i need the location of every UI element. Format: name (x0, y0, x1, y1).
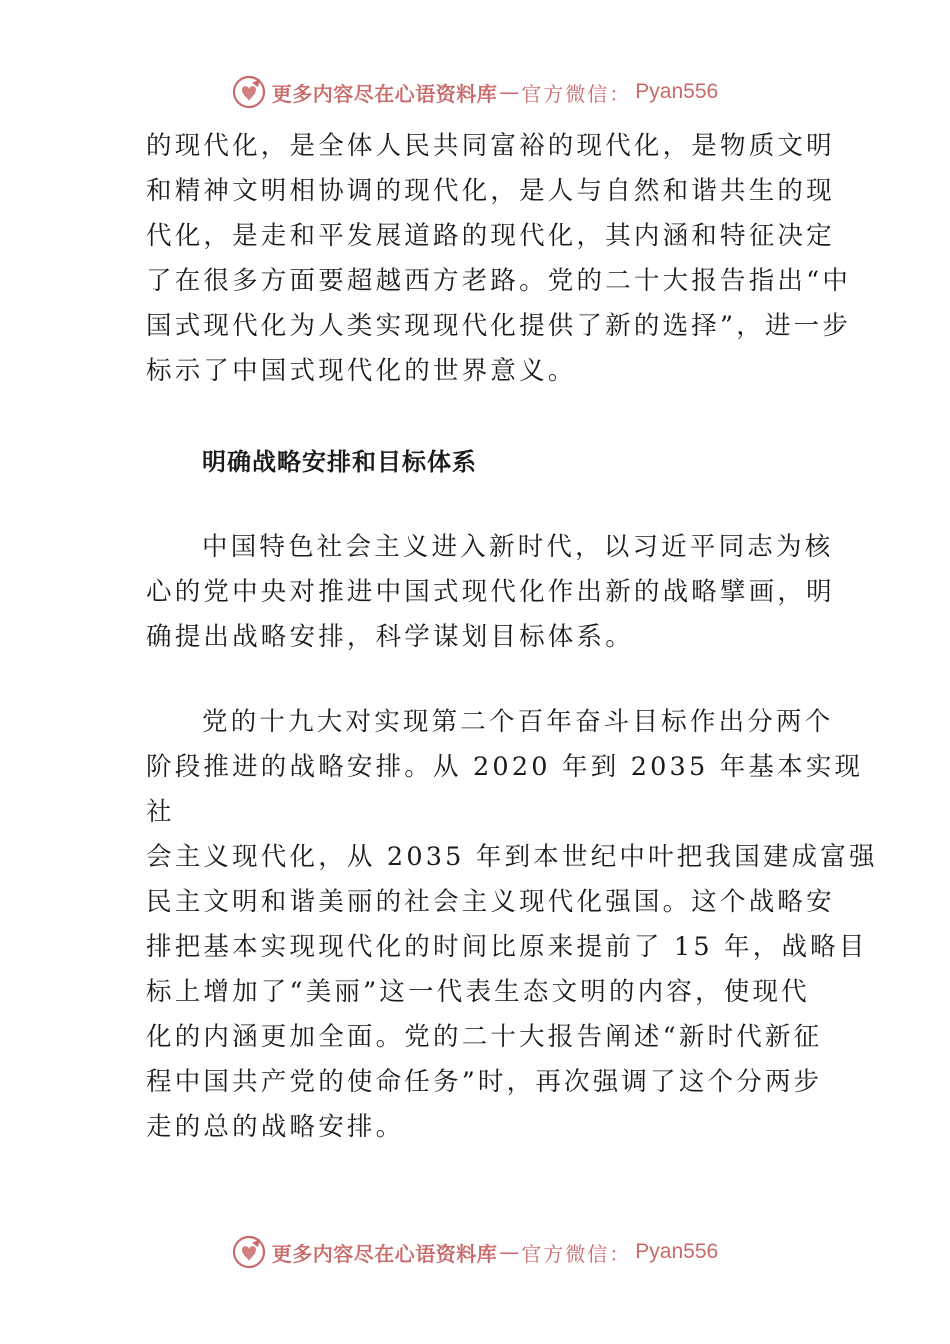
text-line: 中国特色社会主义进入新时代，以习近平同志为核 (202, 532, 834, 562)
text-line: 确提出战略安排，科学谋划目标体系。 (146, 622, 634, 652)
paragraph-3 (146, 700, 878, 1150)
text-line: 程中国共产党的使命任务”时，再次强调了这个分两步 (146, 1067, 823, 1097)
paragraph-2 (146, 525, 835, 660)
text-line: 民主文明和谐美丽的社会主义现代化强国。这个战略安 (146, 887, 835, 917)
text-line: 国式现代化为人类实现现代化提供了新的选择”，进一步 (146, 311, 852, 341)
watermark-text: 更多内容尽在心语资料库 (271, 81, 498, 106)
header-watermark (0, 72, 950, 112)
text-line: 阶段推进的战略安排。从 2020 年到 2035 年基本实现 (146, 752, 864, 782)
text-line: 的现代化，是全体人民共同富裕的现代化，是物质文明 (146, 131, 835, 161)
text-line: 和精神文明相协调的现代化，是人与自然和谐共生的现 (146, 176, 835, 206)
text-line: 了在很多方面要超越西方老路。党的二十大报告指出“中 (146, 266, 852, 296)
watermark-separator: — (499, 1240, 520, 1264)
footer-watermark (0, 1232, 950, 1272)
heart-pen-logo-icon (232, 75, 266, 109)
text-line: 党的十九大对实现第二个百年奋斗目标作出分两个 (202, 707, 834, 737)
watermark-wechat-id: Pyan556 (635, 80, 719, 103)
text-line: 心的党中央对推进中国式现代化作出新的战略擘画，明 (146, 577, 835, 607)
watermark-wechat-id: Pyan556 (635, 1240, 719, 1263)
text-line: 化的内涵更加全面。党的二十大报告阐述“新时代新征 (146, 1022, 823, 1052)
section-heading: 明确战略安排和目标体系 (202, 448, 477, 476)
text-line: 会主义现代化，从 2035 年到本世纪中叶把我国建成富强 (146, 842, 878, 872)
watermark-wechat-label: 官方微信： (521, 1241, 632, 1266)
text-line: 代化，是走和平发展道路的现代化，其内涵和特征决定 (146, 221, 835, 251)
text-line: 排把基本实现现代化的时间比原来提前了 15 年，战略目 (146, 932, 868, 962)
watermark-text: 更多内容尽在心语资料库 (271, 1241, 498, 1266)
text-line: 走的总的战略安排。 (146, 1112, 405, 1142)
document-body (146, 124, 878, 1150)
heart-pen-logo-icon (232, 1235, 266, 1269)
text-line: 社 (146, 797, 175, 827)
text-line: 标上增加了“美丽”这一代表生态文明的内容，使现代 (146, 977, 810, 1007)
text-line: 标示了中国式现代化的世界意义。 (146, 356, 577, 386)
paragraph-1 (146, 124, 852, 394)
watermark-separator: — (499, 80, 520, 104)
watermark-wechat-label: 官方微信： (521, 81, 632, 106)
